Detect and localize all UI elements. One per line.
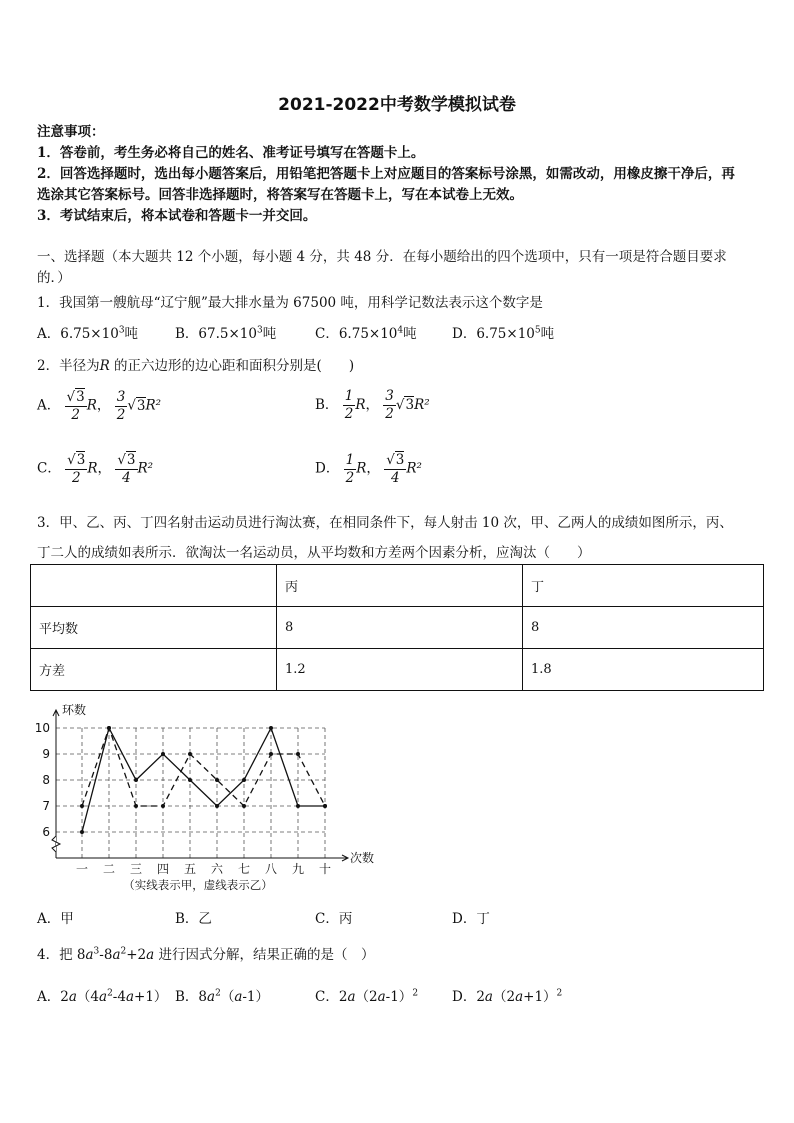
table-row: [31, 607, 764, 649]
y-tick-label: 7: [42, 799, 50, 813]
data-point: [215, 804, 219, 808]
q3-stem-cont: 丁二人的成绩如表所示．欲淘汰一名运动员，从平均数和方差两个因素分析，应淘汰（ ）: [37, 545, 591, 561]
data-point: [296, 804, 300, 808]
x-tick-label: 五: [183, 862, 197, 876]
table-cell: 丁: [523, 565, 764, 607]
q3-option-b: B．乙: [175, 911, 212, 927]
data-point: [134, 804, 138, 808]
data-point: [242, 778, 246, 782]
q1-option-d: D．$6.75\times 10^5$吨: [452, 325, 555, 342]
y-tick-label: 6: [42, 825, 50, 839]
notes-item-1: 1．答卷前，考生务必将自己的姓名、准考证号填写在答题卡上。: [37, 145, 425, 161]
x-tick-label: 十: [318, 862, 332, 876]
data-point: [134, 778, 138, 782]
table-row: [31, 649, 764, 691]
x-tick-label: 六: [210, 862, 224, 876]
x-tick-label: 八: [264, 862, 278, 876]
chart-caption: （实线表示甲，虚线表示乙）: [123, 878, 273, 892]
section-heading: 一、选择题（本大题共 12 个小题，每小题 4 分，共 48 分．在每小题给出的四个选项中，只有一项是符合题目要求: [37, 249, 727, 265]
q2-option-b: B． $\frac{1}{2}$ R， $\frac{3}{2}$ √3R²: [315, 388, 430, 422]
notes-heading: 注意事项：: [37, 124, 105, 140]
q1-option-b: B．$67.5\times 10^3$吨: [175, 325, 277, 342]
q1-stem: 1．我国第一艘航母“辽宁舰”最大排水量为 67500 吨，用科学记数法表示这个数字是: [37, 295, 543, 311]
q2-stem: 2．半径为R 的正六边形的边心距和面积分别是( ): [37, 358, 355, 374]
y-tick-label: 8: [42, 773, 50, 787]
q4-option-d: D．$2a(2a+1)^2$: [452, 988, 563, 1005]
score-table: [30, 564, 764, 691]
q1-option-a: A．$6.75\times 10^3$吨: [37, 325, 139, 342]
y-tick-label: 9: [42, 747, 50, 761]
y-axis-label: 环数: [62, 703, 87, 717]
q3-stem: 3．甲、乙、丙、丁四名射击运动员进行淘汰赛，在相同条件下，每人射击 10 次，甲、乙两人的成绩如图所示，丙、: [37, 515, 733, 531]
data-point: [269, 726, 273, 730]
table-cell: 8: [523, 607, 764, 649]
q3-option-a: A．甲: [37, 911, 74, 927]
table-cell: 1.2: [277, 649, 523, 691]
notes-item-3: 3．考试结束后，将本试卷和答题卡一并交回。: [37, 208, 317, 224]
chart-labels: [35, 702, 374, 892]
axis-break: [52, 836, 60, 852]
table-cell: 平均数: [31, 607, 277, 649]
data-point: [242, 804, 246, 808]
x-tick-label: 九: [291, 862, 305, 876]
q3-option-d: D．丁: [452, 911, 490, 927]
q2-option-c: C． $\frac{√3}{2}$ R， $\frac{√3}{4}$ R²: [37, 452, 154, 486]
q2-option-a: A． $\frac{√3}{2}$ R， $\frac{3}{2}$ √3R²: [37, 388, 162, 423]
x-tick-label: 一: [75, 862, 89, 876]
y-tick-label: 10: [34, 721, 50, 735]
data-point: [161, 752, 165, 756]
table-cell: 8: [277, 607, 523, 649]
data-point: [107, 726, 111, 730]
q4-option-b: B．$8a^2(a-1)$: [175, 988, 270, 1005]
data-point: [80, 830, 84, 834]
x-tick-label: 七: [237, 862, 251, 876]
notes-item-2-cont: 选涂其它答案标号。回答非选择题时，将答案写在答题卡上，写在本试卷上无效。: [37, 187, 523, 203]
q1-option-c: C．$6.75\times 10^4$吨: [315, 325, 417, 342]
q4-option-a: A．$2a(4a^2-4a+1)$: [37, 988, 168, 1005]
data-point: [215, 778, 219, 782]
data-point: [269, 752, 273, 756]
series-line-乙: [82, 728, 325, 806]
x-tick-label: 四: [156, 862, 170, 876]
notes-item-2: 2．回答选择题时，选出每小题答案后，用铅笔把答题卡上对应题目的答案标号涂黑，如需改动，用橡皮擦干净后，再: [37, 166, 735, 182]
x-axis-label: 次数: [350, 851, 375, 865]
data-point: [188, 778, 192, 782]
q4-stem: 4．把 $8a^3-8a^2+2a$ 进行因式分解，结果正确的是（ ）: [37, 946, 375, 963]
table-cell: 方差: [31, 649, 277, 691]
table-cell: 丙: [277, 565, 523, 607]
score-line-chart: [28, 696, 388, 896]
q4-option-c: C．$2a(2a-1)^2$: [315, 988, 419, 1005]
table-cell: 1.8: [523, 649, 764, 691]
section-heading-cont: 的．）: [37, 270, 71, 286]
data-point: [80, 804, 84, 808]
x-tick-label: 二: [102, 862, 116, 876]
q3-option-c: C．丙: [315, 911, 353, 927]
table-row: [31, 565, 764, 607]
chart-axes: [52, 710, 348, 861]
chart-grid: [56, 728, 325, 858]
x-tick-label: 三: [129, 862, 143, 876]
data-point: [161, 804, 165, 808]
q2-option-d: D． $\frac{1}{2}$ R， $\frac{√3}{4}$ R²: [315, 451, 422, 486]
data-point: [323, 804, 327, 808]
page-title: 2021-2022中考数学模拟试卷: [278, 95, 516, 115]
data-point: [296, 752, 300, 756]
data-point: [188, 752, 192, 756]
table-cell: [31, 565, 277, 607]
